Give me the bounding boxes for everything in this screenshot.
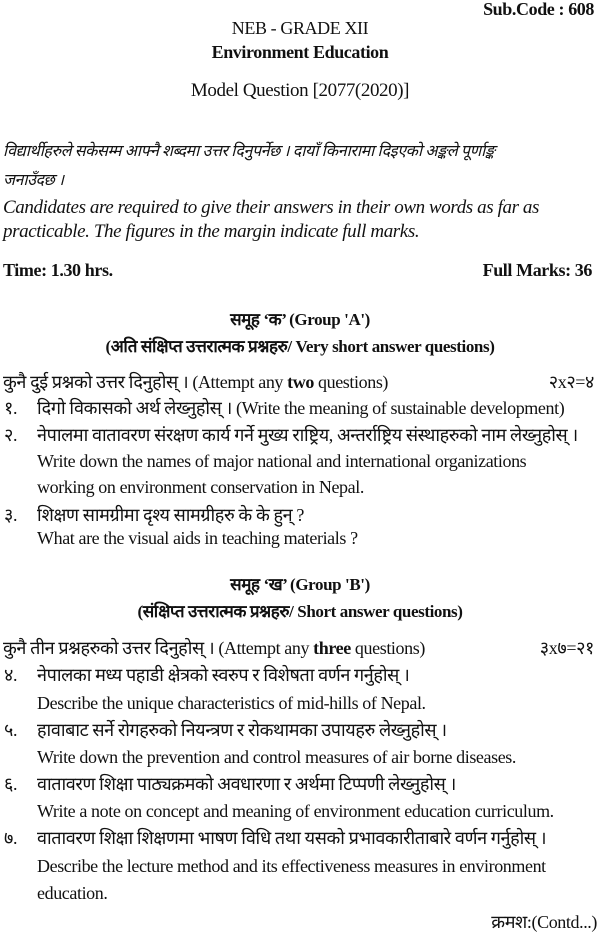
question-2-english-cont: working on environment conservation in Nepal. (37, 477, 364, 497)
question-7-nepali: वातावरण शिक्षा शिक्षणमा भाषण विधि तथा यसको प्रभावकारीताबारे वर्णन गर्नुहोस् । (37, 828, 547, 848)
question-5-english: Write down the prevention and control measures of air borne diseases. (37, 747, 517, 767)
group-b-marks: ३x७=२१ (539, 638, 594, 658)
question-number: ३. (4, 505, 18, 525)
question-number: ५. (4, 720, 18, 740)
question-6-nepali: वातावरण शिक्षा पाठ्यक्रमको अवधारणा र अर्थमा टिप्पणी लेख्नुहोस् । (37, 774, 456, 794)
question-2-nepali: नेपालमा वातावरण संरक्षण कार्य गर्ने मुख्य राष्ट्रिय, अन्तर्राष्ट्रिय संस्थाहरुको नाम लेख्नुहोस् । (37, 425, 578, 445)
group-a-title: समूह ‘क’ (Group 'A') (230, 310, 370, 329)
question-3-english: What are the visual aids in teaching materials ? (37, 528, 358, 548)
question-number: ७. (4, 828, 18, 848)
instruction-nepali-cont: जनाउँदछ । (3, 172, 64, 189)
group-a-subtitle: (अति संक्षिप्त उत्तरात्मक प्रश्नहरु/ Very short answer questions) (105, 337, 495, 356)
group-b-instruction: कुनै तीन प्रश्नहरुको उत्तर दिनुहोस् । (Attempt any three questions) (3, 638, 425, 658)
question-1: दिगो विकासको अर्थ लेख्नुहोस् । (Write the meaning of sustainable development) (37, 398, 565, 418)
question-7-english-cont: education. (37, 883, 108, 903)
question-number: ६. (4, 774, 18, 794)
question-4-nepali: नेपालका मध्य पहाडी क्षेत्रको स्वरुप र विशेषता वर्णन गर्नुहोस् । (37, 665, 410, 685)
full-marks: Full Marks: 36 (482, 260, 592, 280)
continued-note: क्रमश:(Contd...) (491, 912, 597, 932)
instruction-english-cont: practicable. The figures in the margin indicate full marks. (3, 221, 420, 242)
question-3-nepali: शिक्षण सामग्रीमा दृश्य सामग्रीहरु के के हुन् ? (37, 505, 304, 525)
group-b-title: समूह ‘ख’ (Group 'B') (230, 575, 370, 594)
group-a-marks: २x२=४ (548, 372, 594, 392)
group-a-instruction: कुनै दुई प्रश्नको उत्तर दिनुहोस् । (Attempt any two questions) (3, 372, 389, 392)
question-number: २. (4, 425, 18, 445)
subject-title: Environment Education (211, 42, 389, 62)
time: Time: 1.30 hrs. (3, 260, 113, 280)
instruction-english: Candidates are required to give their answers in their own words as far as (3, 197, 540, 218)
question-4-english: Describe the unique characteristics of mid-hills of Nepal. (37, 693, 426, 713)
group-b-subtitle: (संक्षिप्त उत्तरात्मक प्रश्नहरु/ Short answer questions) (137, 602, 463, 621)
model-question: Model Question [2077(2020)] (190, 80, 410, 101)
question-6-english: Write a note on concept and meaning of environment education curriculum. (37, 801, 554, 821)
board-grade: NEB - GRADE XII (231, 18, 369, 38)
question-number: १. (4, 398, 18, 418)
instruction-nepali: विद्यार्थीहरुले सकेसम्म आफ्नै शब्दमा उत्तर दिनुपर्नेछ । दायाँ किनारामा दिइएको अङ्कले पूर्णाङ्क (3, 143, 495, 160)
question-7-english: Describe the lecture method and its effectiveness measures in environment (37, 856, 546, 876)
sub-code: Sub.Code : 608 (483, 0, 594, 19)
question-2-english: Write down the names of major national and international organizations (37, 451, 527, 471)
question-5-nepali: हावाबाट सर्ने रोगहरुको नियन्त्रण र रोकथामका उपायहरु लेख्नुहोस् । (37, 720, 447, 740)
question-number: ४. (4, 665, 18, 685)
